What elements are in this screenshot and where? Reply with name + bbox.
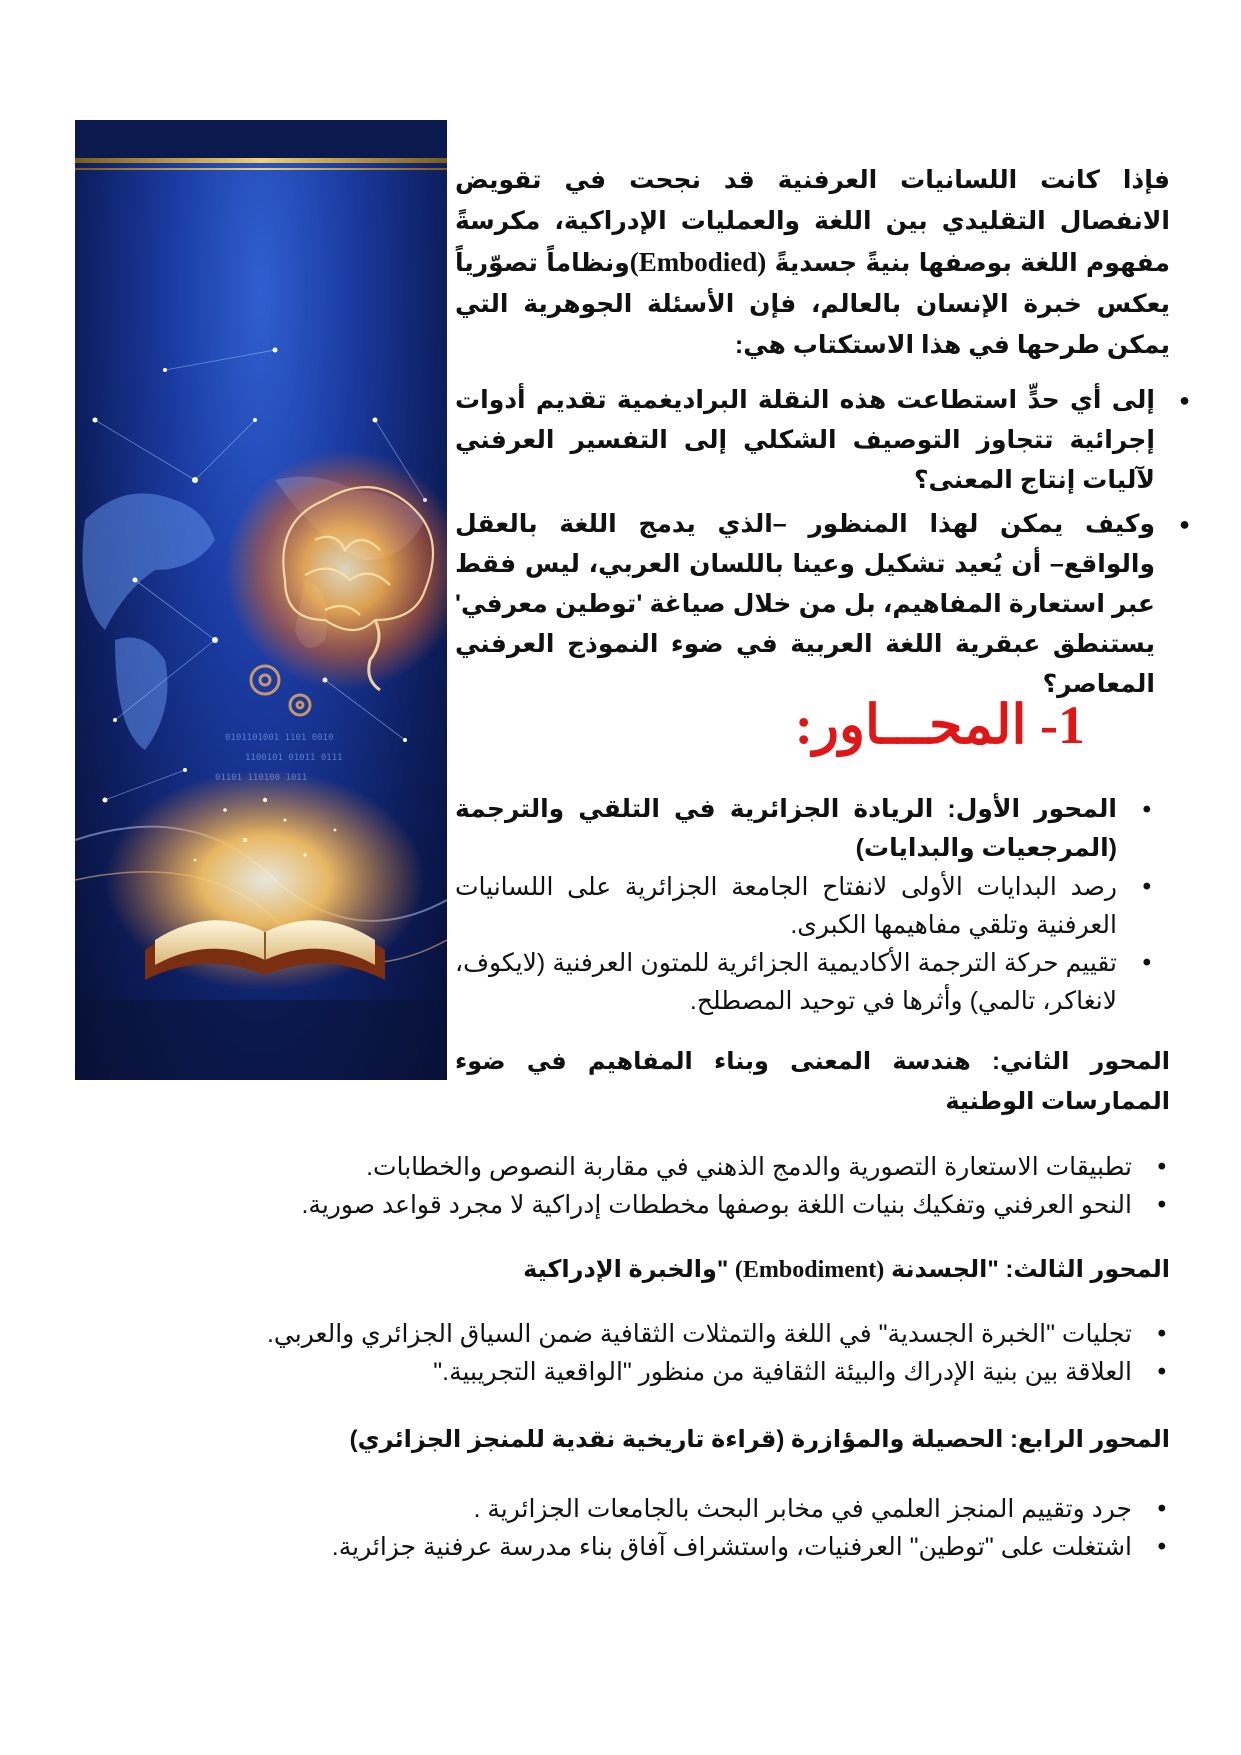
list-item: • العلاقة بين بنية الإدراك والبيئة الثقافية من منظور "الواقعية التجريبية." — [150, 1353, 1170, 1391]
axis3-items — [150, 1315, 1170, 1391]
questions-list — [455, 380, 1195, 708]
list-item: • تجليات "الخبرة الجسدية" في اللغة والتمثلات الثقافية ضمن السياق الجزائري والعربي. — [150, 1315, 1170, 1353]
section-heading: 1- المحـــاور: — [794, 695, 1085, 755]
list-item: • تطبيقات الاستعارة التصورية والدمج الذهني في مقاربة النصوص والخطابات. — [180, 1148, 1170, 1186]
axis3-title-before: المحور الثالث: "الجسدنة — [884, 1256, 1170, 1283]
axis4-title: المحور الرابع: الحصيلة والمؤازرة (قراءة تاريخية نقدية للمنجز الجزائري) — [349, 1426, 1170, 1453]
list-item: • اشتغلت على "توطين" العرفنيات، واستشراف آفاق بناء مدرسة عرفنية جزائرية. — [180, 1528, 1170, 1566]
list-item: • تقييم حركة الترجمة الأكاديمية الجزائرية للمتون العرفنية (لايكوف، لانغاكر، تالمي) وأثرها في توحيد المصطلح. — [455, 944, 1155, 1020]
svg-text:0101101001 1101 0010: 0101101001 1101 0010 — [225, 733, 334, 743]
list-item: ● وكيف يمكن لهذا المنظور –الذي يدمج اللغة بالعقل والواقع– أن يُعيد تشكيل وعينا باللسان العربي، ليس فقط عبر استعارة المفاهيم، بل من خلال صياغة 'توطين معرفي' يستنطق عبقرية اللغة العربية في ضوء النموذج العرفني المعاصر؟ — [455, 504, 1155, 704]
axis1-items — [455, 868, 1155, 1020]
axis4-items — [180, 1490, 1170, 1566]
axis3-title-after: "والخبرة الإدراكية — [523, 1256, 735, 1283]
intro-paragraph — [455, 160, 1170, 366]
illustration-svg — [75, 120, 447, 1080]
axis1-title: • المحور الأول: الريادة الجزائرية في التلقي والترجمة (المرجعيات والبدايات) — [455, 790, 1155, 868]
embodied-term: (Embodied) — [629, 247, 767, 277]
list-item: • رصد البدايات الأولى لانفتاح الجامعة الجزائرية على اللسانيات العرفنية وتلقي مفاهيمها الكبرى. — [455, 868, 1155, 944]
intro-text-before: فإذا كانت اللسانيات العرفنية قد نجحت في تقويض الانفصال التقليدي بين اللغة والعمليات الإدراكية، مكرسةً مفهوم اللغة بوصفها بنيةً جسديةً — [455, 166, 1170, 277]
axis3-title — [300, 1250, 1170, 1290]
list-item: ● إلى أي حدٍّ استطاعت هذه النقلة البراديغمية تقديم أدوات إجرائية تتجاوز التوصيف الشكلي إلى التفسير العرفني لآليات إنتاج المعنى؟ — [455, 380, 1155, 500]
axis2-items — [180, 1148, 1170, 1224]
axis1-title-list — [455, 790, 1155, 868]
intro-text-after: ونظاماً تصوّرياً يعكس خبرة الإنسان بالعالم، فإن الأسئلة الجوهرية التي يمكن طرحها في هذا الاستكتاب هي: — [455, 249, 1170, 359]
embodiment-term: (Embodiment) — [734, 1257, 885, 1283]
list-item: • جرد وتقييم المنجز العلمي في مخابر البحث بالجامعات الجزائرية . — [180, 1490, 1170, 1528]
list-item: • النحو العرفني وتفكيك بنيات اللغة بوصفها مخططات إدراكية لا مجرد قواعد صورية. — [180, 1186, 1170, 1224]
cover-illustration — [75, 120, 447, 1080]
axis2-title: المحور الثاني: هندسة المعنى وبناء المفاهيم في ضوء الممارسات الوطنية — [455, 1048, 1170, 1115]
svg-text:1100101 01011 0111: 1100101 01011 0111 — [245, 753, 343, 763]
